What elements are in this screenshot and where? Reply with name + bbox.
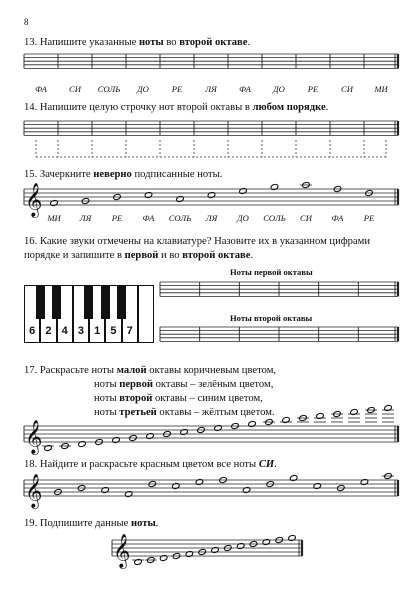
whole-note (360, 479, 368, 486)
second-octave-heading: Ноты второй октавы (230, 313, 313, 323)
key-number: 2 (45, 325, 52, 337)
note-label: РЕ (171, 84, 183, 94)
note-label: ЛЯ (205, 213, 218, 223)
ex18-instruction: 18. Найдите и раскрасьте красным цветом все ноты СИ. (24, 459, 277, 470)
note-label: ДО (273, 84, 285, 94)
whole-note (44, 445, 52, 452)
treble-clef-icon: 𝄞 (113, 533, 131, 568)
whole-note (214, 425, 222, 432)
whole-note (159, 555, 167, 562)
whole-note (316, 413, 324, 420)
key-number: 4 (61, 325, 68, 337)
first-octave-heading: Ноты первой октавы (230, 267, 313, 277)
whole-note (195, 479, 203, 486)
key-number: 5 (110, 325, 117, 337)
whole-note (288, 535, 296, 542)
note-label: ФА (331, 213, 344, 223)
ex17-instruction-line3: ноты второй октавы – синим цветом, (94, 393, 263, 404)
key-number: 6 (29, 325, 36, 337)
whole-note (112, 437, 120, 444)
note-label: ДО (137, 84, 149, 94)
note-label: СИ (69, 84, 81, 94)
whole-note (125, 491, 133, 498)
note-label: РЕ (111, 213, 123, 223)
whole-note (180, 429, 188, 436)
whole-note (270, 184, 278, 191)
ex17-instruction-line1: 17. Раскрасьте ноты малой октавы коричневым цветом, (24, 365, 277, 376)
key-number: 7 (126, 325, 133, 337)
note-label: РЕ (307, 84, 319, 94)
ex17-instruction-line2: ноты первой октавы – зелёным цветом, (94, 379, 274, 390)
whole-note (185, 551, 193, 558)
note-label: ЛЯ (205, 84, 217, 94)
page-number: 8 (24, 17, 29, 27)
whole-note (239, 188, 247, 195)
note-label: СОЛЬ (168, 213, 192, 223)
whole-note (134, 559, 142, 566)
ex16-instruction-line1: 16. Какие звуки отмечены на клавиатуре? Назовите их в указанном цифрами (24, 236, 370, 247)
whole-note (50, 200, 58, 207)
treble-clef-icon: 𝄞 (25, 473, 43, 508)
whole-note (211, 547, 219, 554)
note-label: СИ (300, 213, 312, 223)
whole-note (101, 487, 109, 494)
whole-note (242, 487, 250, 494)
note-label: СОЛЬ (263, 213, 286, 223)
ex17-instruction-line4: ноты третьей октавы – жёлтым цветом. (94, 407, 275, 418)
note-label: ФА (35, 84, 47, 94)
ex16-instruction-line2: порядке и запишите в первой и во второй октаве. (24, 250, 254, 261)
whole-note (144, 192, 152, 199)
note-label: СОЛЬ (97, 84, 121, 94)
whole-note (78, 441, 86, 448)
whole-note (290, 475, 298, 482)
note-label: РЕ (363, 213, 375, 223)
key-number: 1 (94, 325, 101, 337)
note-label: МИ (47, 213, 61, 223)
whole-note (207, 192, 215, 199)
note-label: СИ (341, 84, 353, 94)
treble-clef-icon: 𝄞 (25, 182, 43, 217)
ex13-instruction: 13. Напишите указанные ноты во второй октаве. (24, 37, 251, 48)
whole-note (313, 483, 321, 490)
note-label: ЛЯ (79, 213, 92, 223)
note-label: МИ (374, 84, 388, 94)
whole-note (236, 543, 244, 550)
whole-note (262, 539, 270, 546)
key-number: 3 (77, 325, 84, 337)
treble-clef-icon: 𝄞 (25, 419, 43, 454)
whole-note (176, 196, 184, 203)
ex14-instruction: 14. Напишите целую строчку нот второй октавы в любом порядке. (24, 102, 329, 113)
whole-note (146, 433, 154, 440)
note-label: ДО (237, 213, 249, 223)
whole-note (350, 409, 358, 416)
note-label: ФА (239, 84, 251, 94)
whole-note (282, 417, 290, 424)
ex19-instruction: 19. Подпишите данные ноты. (24, 518, 159, 529)
whole-note (384, 405, 392, 412)
whole-note (248, 421, 256, 428)
note-label: ФА (142, 213, 155, 223)
whole-note (172, 483, 180, 490)
ex15-instruction: 15. Зачеркните неверно подписанные ноты. (24, 169, 223, 180)
